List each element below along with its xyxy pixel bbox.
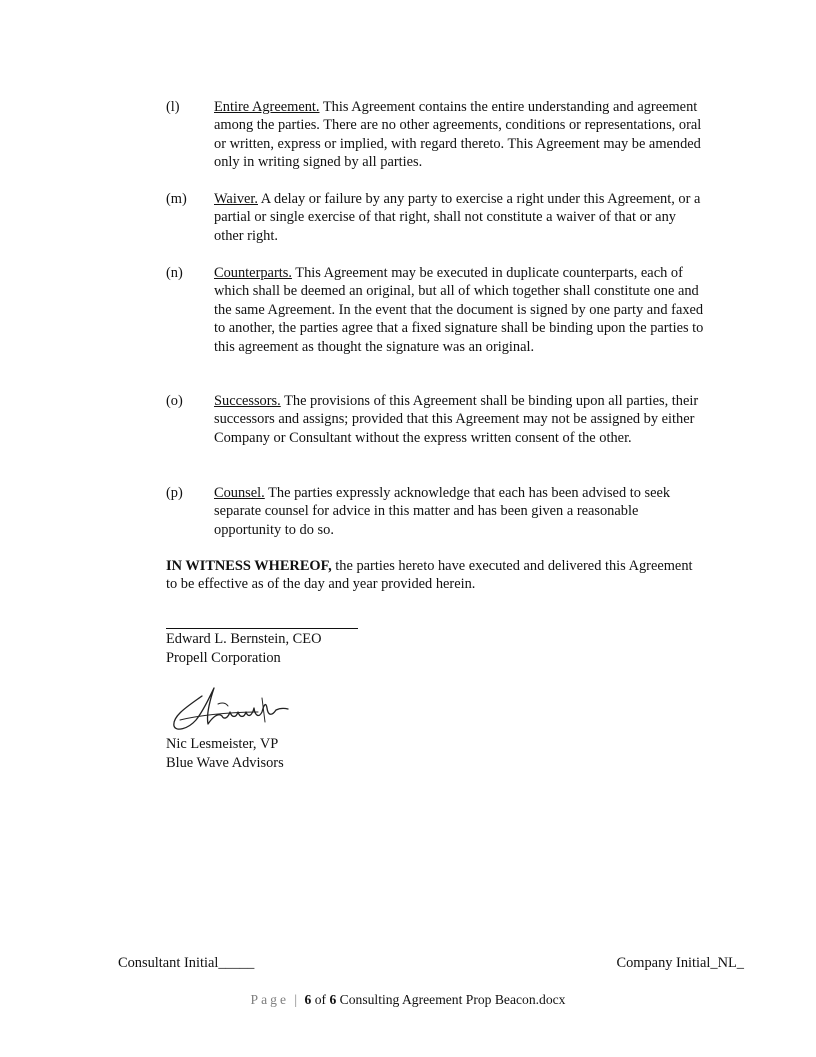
- clause-counsel: [166, 484, 706, 539]
- signer-name: Edward L. Bernstein, CEO: [166, 631, 322, 647]
- clause-body: [214, 484, 706, 539]
- company-initial: Company Initial_NL_: [616, 955, 744, 971]
- clause-heading: Counterparts.: [214, 265, 292, 281]
- clause-body: [214, 392, 706, 447]
- clause-counterparts: [166, 264, 706, 356]
- witness-text: the parties hereto have executed and delivered this Agreement to be effective as of the day and year provided herein.: [166, 558, 693, 593]
- clause-letter: (m): [166, 191, 187, 207]
- clause-heading: Counsel.: [214, 485, 265, 501]
- clause-waiver: [166, 190, 706, 245]
- handwritten-signature: [166, 682, 291, 734]
- clause-text: The provisions of this Agreement shall be binding upon all parties, their successors and assigns; provided that this Agreement may not be assigned by either Company or Consultant without the express written consent of the other.: [214, 393, 699, 446]
- clause-body: [214, 190, 706, 245]
- signer-block-propell: [166, 630, 321, 668]
- document-filename: Consulting Agreement Prop Beacon.docx: [339, 992, 566, 1007]
- clause-text: This Agreement contains the entire understanding and agreement among the parties. There are no other agreements, conditions or representations, oral or written, express or implied, with regard thereto. This Agreement may be amended only in writing signed by all parties.: [214, 99, 702, 171]
- clause-entire-agreement: [166, 98, 706, 172]
- signer-company: Propell Corporation: [166, 650, 281, 666]
- clause-letter: (n): [166, 265, 183, 281]
- clause-heading: Successors.: [214, 393, 281, 409]
- clause-heading: Entire Agreement.: [214, 99, 320, 115]
- clause-text: A delay or failure by any party to exercise a right under this Agreement, or a partial or single exercise of that right, shall not constitute a waiver of that or any other right.: [214, 191, 701, 244]
- footer-separator: |: [294, 992, 298, 1007]
- clause-body: [214, 264, 706, 356]
- clause-body: [214, 98, 706, 172]
- page-total: 6: [329, 992, 337, 1007]
- signer-name: Nic Lesmeister, VP: [166, 736, 279, 752]
- clause-successors: [166, 392, 706, 447]
- clause-letter: (l): [166, 99, 180, 115]
- witness-paragraph: [166, 557, 706, 594]
- page-of-word: of: [314, 992, 327, 1007]
- signer-company: Blue Wave Advisors: [166, 755, 284, 771]
- clause-text: This Agreement may be executed in duplicate counterparts, each of which shall be deemed an original, but all of which together shall constitute one and the same Agreement. In the event that the document is signed by one party and faxed to another, the parties agree that a fixed signature shall be binding upon the parties to this agreement as thought the signature was an original.: [214, 265, 704, 355]
- consultant-initial: Consultant Initial_____: [118, 955, 255, 971]
- page-footer: [0, 992, 816, 1008]
- page-number: 6: [304, 992, 312, 1007]
- clause-letter: (p): [166, 485, 183, 501]
- clause-letter: (o): [166, 393, 183, 409]
- signer-block-bluewave: [166, 735, 284, 773]
- witness-heading: IN WITNESS WHEREOF,: [166, 558, 332, 574]
- clause-text: The parties expressly acknowledge that each has been advised to seek separate counsel for advice in this matter and has been given a reasonable opportunity to do so.: [214, 485, 671, 538]
- page-label: Page: [250, 992, 289, 1007]
- clause-heading: Waiver.: [214, 191, 258, 207]
- signature-line: [166, 628, 358, 629]
